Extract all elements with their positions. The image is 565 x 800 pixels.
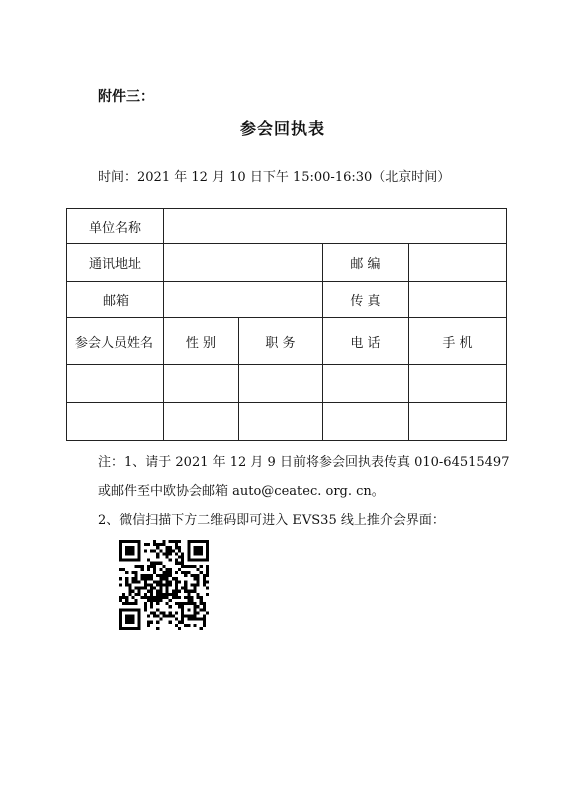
note-line-2: 或邮件至中欧协会邮箱 auto@ceatec. org. cn。 [98,484,385,499]
phone-cell[interactable] [323,365,409,403]
position-cell[interactable] [239,403,323,441]
attendee-name-cell[interactable] [67,365,164,403]
note-line-1: 注：1、请于 2021 年 12 月 9 日前将参会回执表传真 010-64515497 [98,455,510,470]
note-line-3: 2、微信扫描下方二维码即可进入 EVS35 线上推介会界面： [98,513,445,528]
postcode-label: 邮 编 [323,244,409,282]
table-row [67,403,507,441]
page-title: 参会回执表 [239,119,325,138]
table-row [67,209,507,244]
address-label: 通讯地址 [67,244,164,282]
gender-cell[interactable] [164,365,239,403]
mobile-cell[interactable] [409,403,507,441]
position-cell[interactable] [239,365,323,403]
mobile-label: 手 机 [409,318,507,365]
table-row [67,244,507,282]
table-row [67,282,507,318]
postcode-field[interactable] [409,244,507,282]
table-row [67,365,507,403]
attachment-label: 附件三： [98,89,154,105]
fax-field[interactable] [409,282,507,318]
phone-cell[interactable] [323,403,409,441]
registration-form-table [66,208,507,441]
event-time: 时间：2021 年 12 月 10 日下午 15:00-16:30（北京时间） [98,170,451,185]
unit-name-label: 单位名称 [67,209,164,244]
phone-label: 电 话 [323,318,409,365]
email-label: 邮箱 [67,282,164,318]
mobile-cell[interactable] [409,365,507,403]
attendee-name-label: 参会人员姓名 [67,318,164,365]
attendee-name-cell[interactable] [67,403,164,441]
unit-name-field[interactable] [164,209,507,244]
gender-label: 性 别 [164,318,239,365]
fax-label: 传 真 [323,282,409,318]
gender-cell[interactable] [164,403,239,441]
table-row [67,318,507,365]
qr-code-icon [119,540,209,630]
address-field[interactable] [164,244,323,282]
position-label: 职 务 [239,318,323,365]
email-field[interactable] [164,282,323,318]
